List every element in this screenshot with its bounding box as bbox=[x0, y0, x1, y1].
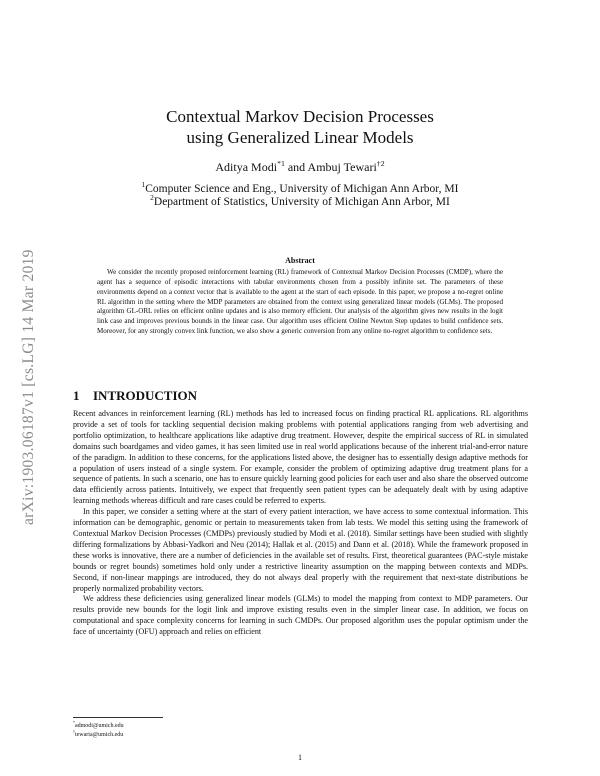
paragraph-2: In this paper, we consider a setting where at the start of every patient interaction, we have access to some contextual information. This information can be demographic, genomic or pertain to measurements taken from lab tests. We model this setting using the framework of Contextual Markov Decision Processes (CMDPs) previously studied by Modi et al. (2018). Similar settings have been studied with slightly differing formalizations by Abbasi-Yadkori and Neu (2014); Hallak et al. (2015) and Dann et al. (2018). While the framework proposed in these works is innovative, there are a number of deficiencies in the available set of results. First, theoretical guarantees (PAC-style mistake bounds or regret bounds) sometimes hold only under a restrictive linearity assumption on the mapping between contexts and MDPs. Second, if non-linear mappings are introduced, they do not always deal properly with the requirement that next-state distributions be properly normalized probability vectors. bbox=[73, 507, 528, 593]
footnote-rule bbox=[73, 717, 163, 718]
affiliation-1-mark: 1 bbox=[141, 180, 146, 190]
page-number: 1 bbox=[298, 753, 302, 762]
author-1-mark: *1 bbox=[277, 159, 285, 168]
footnote-2 bbox=[73, 731, 123, 739]
title-line-2: using Generalized Linear Models bbox=[186, 128, 414, 147]
abstract-text: We consider the recently proposed reinforcement learning (RL) framework of Contextual Markov Decision Processes (CMDP), where the agent has a sequence of episodic interactions with tabular environments chosen from a possibly infinite set. The parameters of these environments depend on a context vector that is available to the agent at the start of each episode. In this paper, we propose a no-regret online RL algorithm in the setting where the MDP parameters are obtained from the context using generalized linear models (GLMs). The proposed algorithm GL-ORL relies on efficient online updates and is also memory efficient. Our analysis of the algorithm gives new results in the logit link case and improves previous bounds in the linear case. Our algorithm uses efficient Online Newton Step updates to build confidence sets. Moreover, for any strongly convex link function, we also show a generic conversion from any online no-regret algorithm to confidence sets. bbox=[97, 268, 503, 336]
affiliations bbox=[0, 180, 600, 209]
affiliation-2-text: Department of Statistics, University of Michigan Ann Arbor, MI bbox=[153, 196, 450, 208]
section-number: 1 bbox=[73, 388, 80, 403]
footnote-1 bbox=[73, 722, 124, 730]
affiliation-1 bbox=[0, 180, 600, 196]
author-2: Ambuj Tewari bbox=[307, 160, 377, 174]
author-1: Aditya Modi bbox=[215, 160, 278, 174]
affiliation-1-text: Computer Science and Eng., University of Michigan Ann Arbor, MI bbox=[145, 183, 459, 195]
footnote-1-email[interactable]: admodi@umich.edu bbox=[74, 723, 124, 729]
section-heading bbox=[73, 388, 197, 404]
arxiv-identifier[interactable]: arXiv:1903.06187v1 [cs.LG] 14 Mar 2019 bbox=[20, 249, 37, 525]
affiliation-2 bbox=[0, 193, 600, 209]
section-title: INTRODUCTION bbox=[93, 388, 198, 403]
title-line-1: Contextual Markov Decision Processes bbox=[166, 107, 434, 126]
paragraph-3: We address these deficiencies using generalized linear models (GLMs) to model the mapping from context to MDP parameters. Our results provide new bounds for the logit link and improve existing results even in the simpler linear case. In addition, we focus on computational and space complexity concerns for learning in such CMDPs. Our proposed algorithm uses the popular optimism under the face of uncertainty (OFU) approach and relies on efficient bbox=[73, 594, 528, 637]
abstract-heading: Abstract bbox=[285, 256, 315, 265]
author-conjunction: and bbox=[287, 160, 306, 174]
paper-title bbox=[0, 106, 600, 148]
footnote-2-mark: † bbox=[73, 730, 75, 734]
footnote-1-mark: * bbox=[73, 721, 75, 725]
body-text bbox=[73, 409, 528, 638]
author-list bbox=[0, 160, 600, 175]
paragraph-1: Recent advances in reinforcement learning (RL) methods has led to increased focus on finding practical RL applications. RL algorithms provide a set of tools for tackling sequential decision making problems with potential applications ranging from web advertising and portfolio optimization, to healthcare applications like adaptive drug treatment. However, despite the empirical success of RL in simulated domains such boardgames and video games, it has seen limited use in real world applications because of the inherent trial-and-error nature of the paradigm. In addition to these concerns, for the applications listed above, the designer has to essentially design adaptive methods for a population of users instead of a single system. For example, consider the problem of optimizing adaptive drug treatment plans for a sequence of patients. In such a scenario, one has to ensure quickly learning good policies for each user and also share the observed outcome data efficiently across patients. Intuitively, we expect that frequently seen patient types can be adequately dealt with by using adaptive learning methods whereas difficult and rare cases could be referred to experts. bbox=[73, 409, 528, 506]
footnote-2-email[interactable]: tewaria@umich.edu bbox=[74, 732, 124, 738]
author-2-mark: †2 bbox=[376, 159, 385, 168]
affiliation-2-mark: 2 bbox=[150, 193, 154, 203]
